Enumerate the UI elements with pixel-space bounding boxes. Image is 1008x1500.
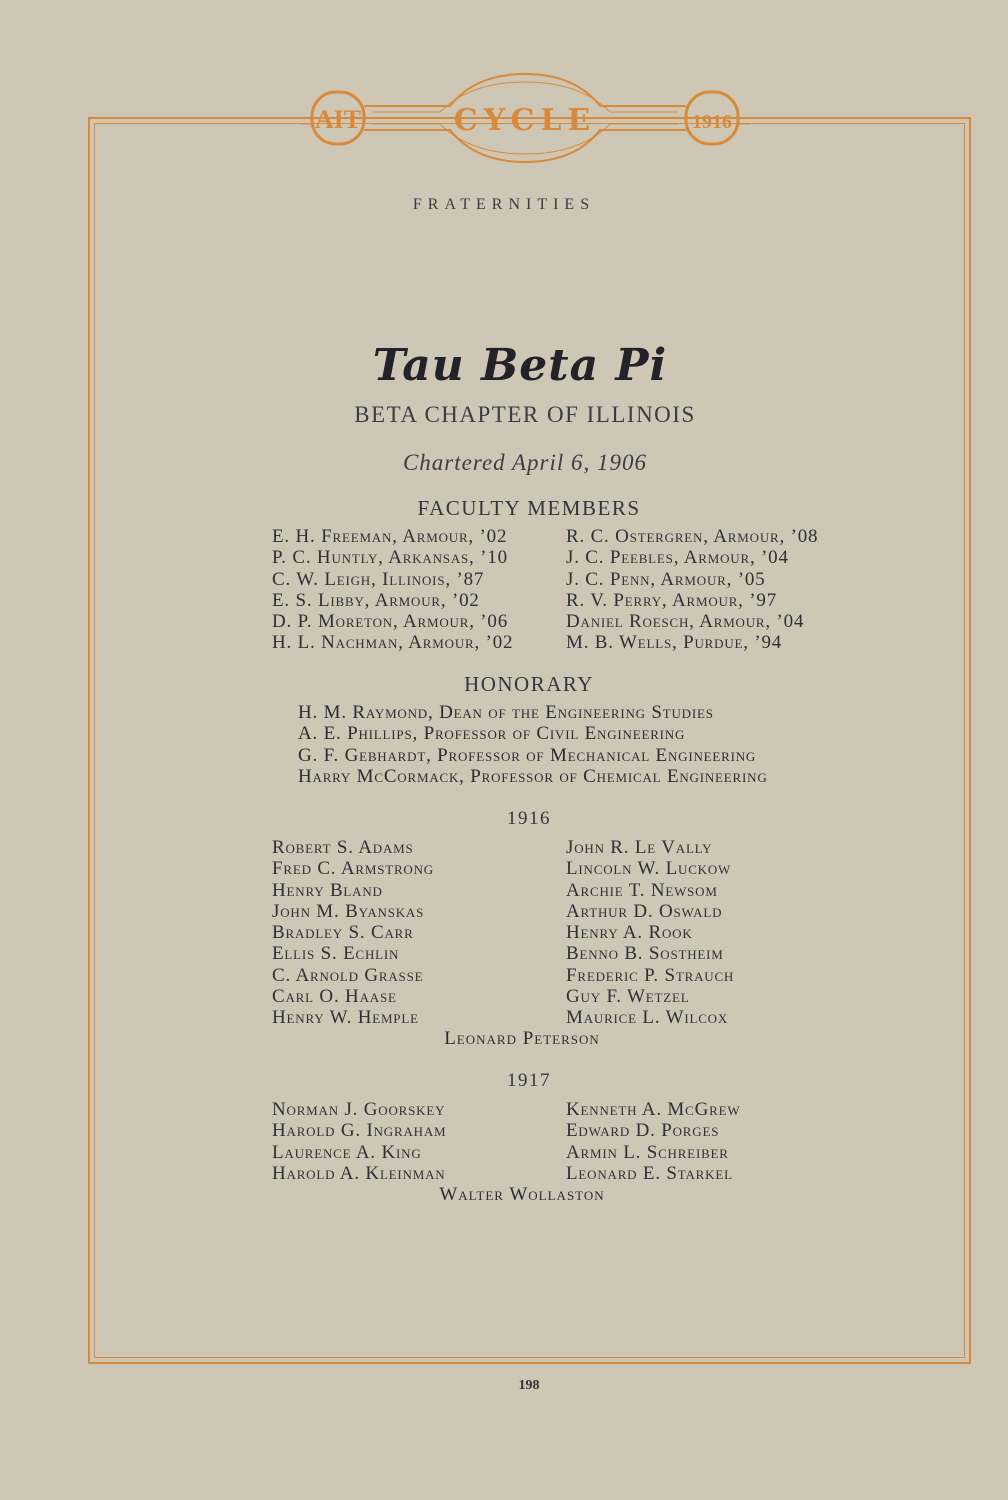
ornament-left-text: AIT xyxy=(314,105,362,134)
member-name: Arthur D. Oswald xyxy=(566,900,723,922)
ornament-right-text: 1916 xyxy=(692,111,732,133)
faculty-left-column xyxy=(272,526,513,654)
member-name: Kenneth A. McGrew xyxy=(566,1099,741,1120)
honorary-member: A. E. Phillips, Professor of Civil Engineering xyxy=(298,723,686,745)
section-heading: FRATERNITIES xyxy=(412,196,596,213)
member-name: Guy F. Wetzel xyxy=(566,986,690,1008)
member-name: Maurice L. Wilcox xyxy=(566,1007,729,1029)
class-1917-left-column xyxy=(272,1099,446,1184)
member-name: Leonard E. Starkel xyxy=(566,1162,733,1184)
member-name: C. Arnold Grasse xyxy=(272,964,424,986)
class-1917-right-column xyxy=(566,1099,740,1184)
class-1916-heading: 1916 xyxy=(507,808,551,829)
member-name: John M. Byanskas xyxy=(272,900,425,922)
member-name: Frederic P. Strauch xyxy=(566,964,735,986)
honorary-list xyxy=(298,702,768,787)
faculty-heading: FACULTY MEMBERS xyxy=(417,496,641,520)
member-name: Armin L. Schreiber xyxy=(566,1141,729,1163)
class-1916-left-column xyxy=(272,837,434,1029)
member-name: Bradley S. Carr xyxy=(272,922,414,944)
member-name: Ellis S. Echlin xyxy=(272,943,400,965)
member-name: Robert S. Adams xyxy=(272,837,414,858)
faculty-member: Daniel Roesch, Armour, ’04 xyxy=(566,611,805,633)
member-name: Henry A. Rook xyxy=(566,922,693,944)
member-name: Lincoln W. Luckow xyxy=(566,858,732,880)
member-name: Harold A. Kleinman xyxy=(272,1162,446,1184)
honorary-member: H. M. Raymond, Dean of the Engineering Studies xyxy=(298,702,714,723)
honorary-member: Harry McCormack, Professor of Chemical Engineering xyxy=(298,765,768,787)
faculty-member: E. S. Libby, Armour, ’02 xyxy=(272,589,480,611)
member-name: Henry W. Hemple xyxy=(272,1007,419,1029)
cycle-header-ornament xyxy=(300,68,750,168)
faculty-member: C. W. Leigh, Illinois, ’87 xyxy=(272,568,485,590)
faculty-member: R. C. Ostergren, Armour, ’08 xyxy=(566,526,819,547)
class-1917-last-member: Walter Wollaston xyxy=(439,1184,605,1205)
member-name: Fred C. Armstrong xyxy=(272,858,434,880)
faculty-member: M. B. Wells, Purdue, ’94 xyxy=(566,632,783,654)
member-name: Benno B. Sostheim xyxy=(566,943,724,965)
member-name: Edward D. Porges xyxy=(566,1120,720,1142)
class-1917-heading: 1917 xyxy=(507,1070,551,1091)
faculty-right-column xyxy=(566,526,818,654)
faculty-member: J. C. Peebles, Armour, ’04 xyxy=(566,547,789,569)
member-name: Laurence A. King xyxy=(272,1141,422,1163)
chartered-date: Chartered April 6, 1906 xyxy=(402,450,648,475)
honorary-member: G. F. Gebhardt, Professor of Mechanical Engineering xyxy=(298,744,757,766)
faculty-member: E. H. Freeman, Armour, ’02 xyxy=(272,526,508,547)
class-1916-last-member: Leonard Peterson xyxy=(444,1028,600,1049)
member-name: Carl O. Haase xyxy=(272,986,397,1008)
faculty-member: J. C. Penn, Armour, ’05 xyxy=(566,568,766,590)
page-number: 198 xyxy=(518,1378,540,1393)
member-name: John R. Le Vally xyxy=(566,837,713,858)
faculty-member: R. V. Perry, Armour, ’97 xyxy=(566,589,777,611)
member-name: Henry Bland xyxy=(272,879,383,901)
member-name: Archie T. Newsom xyxy=(566,879,718,901)
honorary-heading: HONORARY xyxy=(464,672,594,696)
chapter-subtitle: BETA CHAPTER OF ILLINOIS xyxy=(354,402,696,427)
faculty-member: P. C. Huntly, Arkansas, ’10 xyxy=(272,547,508,569)
faculty-member: D. P. Moreton, Armour, ’06 xyxy=(272,611,509,633)
ornament-word: CYCLE xyxy=(453,103,597,138)
faculty-member: H. L. Nachman, Armour, ’02 xyxy=(272,632,514,654)
member-name: Harold G. Ingraham xyxy=(272,1120,447,1142)
fraternity-title: Tau Beta Pi xyxy=(372,340,668,391)
member-name: Norman J. Goorskey xyxy=(272,1099,446,1120)
class-1916-right-column xyxy=(566,837,734,1029)
